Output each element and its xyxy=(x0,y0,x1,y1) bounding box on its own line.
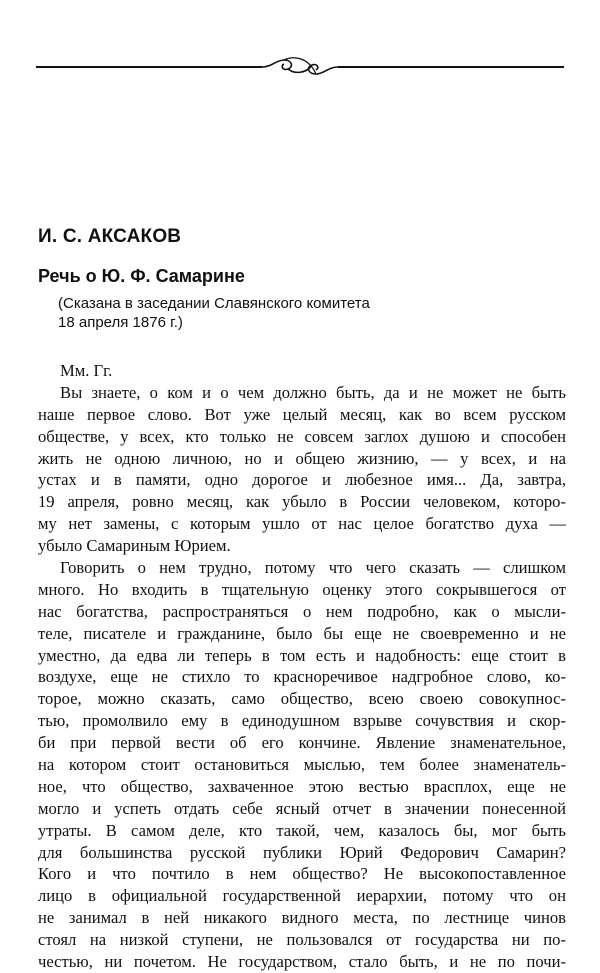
text-line: Вы знаете, о ком и о чем должно быть, да и не может не быть xyxy=(60,382,566,402)
text-line: стоял на низкой ступени, не пользовался от государства ни по- xyxy=(38,930,566,950)
text-line: тью, промолвило ему в единодушном взрыве сочувствия и скор- xyxy=(38,711,566,731)
speech-subtitle xyxy=(58,294,498,332)
author-name: И. С. АКСАКОВ xyxy=(38,226,182,247)
text-line: воздухе, еще не стихло то красноречивое надгробное слово, ко- xyxy=(38,667,566,687)
text-line: Говорить о нем трудно, потому что чего сказать — слишком xyxy=(60,558,566,578)
text-line: нас богатства, распространяться о нем подробно, как о мысли- xyxy=(38,601,566,621)
text-line: убыло Самариным Юрием. xyxy=(38,536,231,556)
subtitle-line: (Сказана в заседании Славянского комитета xyxy=(58,295,370,312)
text-line: жить не одною личною, но и общею жизнию, — у всех, и на xyxy=(38,448,566,468)
scroll-flourish-icon xyxy=(36,56,564,78)
text-line: обществе, у всех, кто только не совсем заглох душою и способен xyxy=(38,426,566,446)
text-line: устах и в памяти, одно дорогое и любезное имя... Да, завтра, xyxy=(38,470,566,490)
text-line: торое, можно сказать, само общество, всею своею совокупнос- xyxy=(38,689,566,709)
text-line: наше первое слово. Вот уже целый месяц, как во всем русском xyxy=(38,404,566,424)
body-text xyxy=(38,360,566,973)
text-line: ное, что общество, захваченное этою вестью врасплох, еще не xyxy=(38,776,566,796)
text-line: для большинства русской публики Юрий Федорович Самарин? xyxy=(38,842,566,862)
text-line: Кого и что почтило в нем общество? Не высокопоставленное xyxy=(38,864,566,884)
text-line: на котором стоит остановиться мыслью, тем более знаменатель- xyxy=(38,755,566,775)
text-line: 19 апреля, ровно месяц, как убыло в России человеком, которо- xyxy=(38,492,566,512)
text-line: му нет замены, с которым ушло от нас целое богатство духа — xyxy=(38,514,566,534)
text-line: уместно, да едва ли теперь в том есть и надобность: еще стоит в xyxy=(38,645,566,665)
text-line: утраты. В самом деле, кто такой, чем, казалось бы, мог быть xyxy=(38,820,566,840)
subtitle-line: 18 апреля 1876 г.) xyxy=(58,314,183,331)
text-line: лицо в официальной государственной иерархии, потому что он xyxy=(38,886,566,906)
text-line: не занимал в ней никакого видного места, по лестнице чинов xyxy=(38,908,566,928)
text-line: би при первой вести об его кончине. Явление знаменательное, xyxy=(38,733,566,753)
text-line: Мм. Гг. xyxy=(60,361,113,380)
text-line: могло и успеть отдать себе ясный отчет в значении понесенной xyxy=(38,798,566,818)
text-line: честью, ни почетом. Не государством, стало быть, и не по почи- xyxy=(38,952,566,972)
text-line: теле, писателе и гражданине, было бы еще не своевременно и не xyxy=(38,623,566,643)
text-line: много. Но входить в тщательную оценку этого сокрывшегося от xyxy=(38,579,566,599)
speech-title: Речь о Ю. Ф. Самарине xyxy=(38,266,245,286)
